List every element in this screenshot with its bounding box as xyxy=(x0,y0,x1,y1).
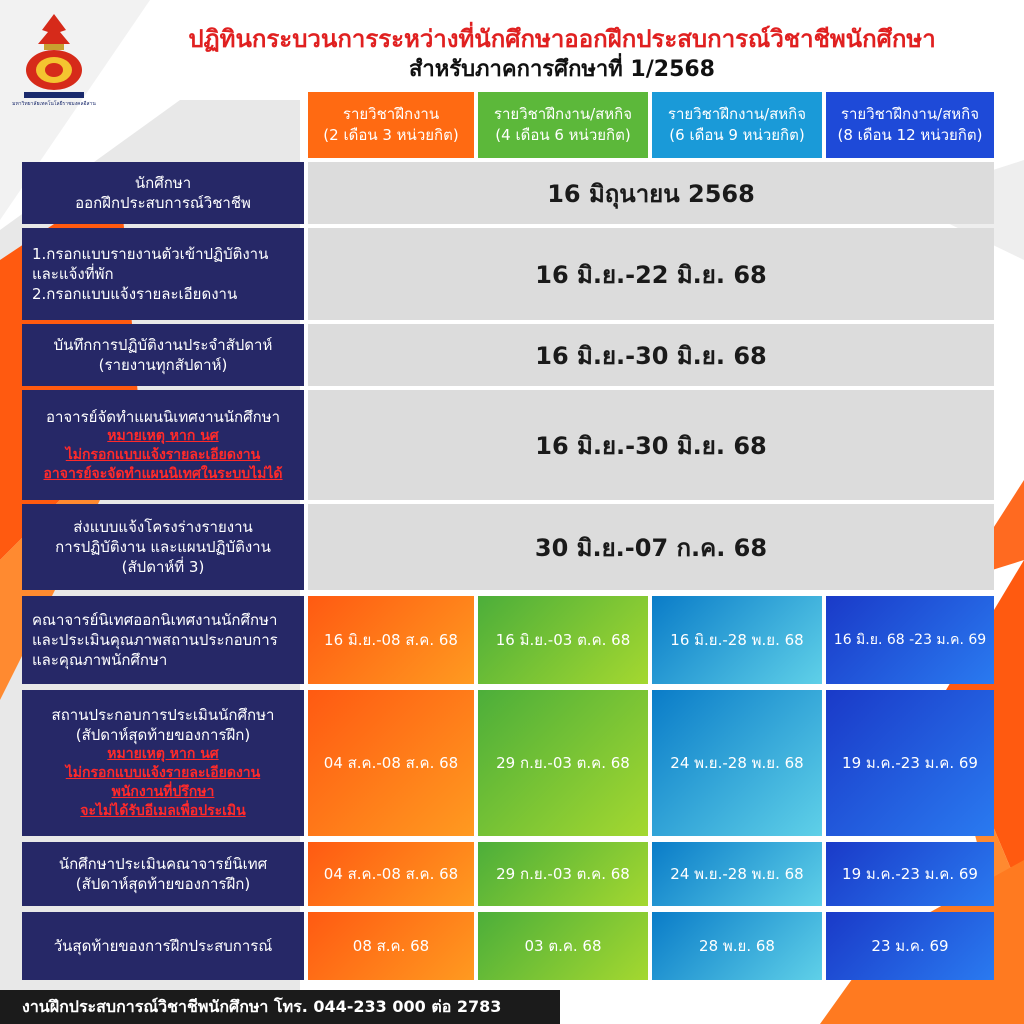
column-header-3: รายวิชาฝึกงาน/สหกิจ (6 เดือน 9 หน่วยกิต) xyxy=(652,92,822,158)
page-title: ปฏิทินกระบวนการระหว่างที่นักศึกษาออกฝึกประสบการณ์วิชาชีพนักศึกษา xyxy=(188,25,936,53)
university-logo xyxy=(14,10,94,110)
row-date-supervision-plan: 16 มิ.ย.-30 มิ.ย. 68 xyxy=(308,390,994,500)
row-date-report-in: 16 มิ.ย.-22 มิ.ย. 68 xyxy=(308,228,994,320)
row-date-weekly-log: 16 มิ.ย.-30 มิ.ย. 68 xyxy=(308,324,994,386)
student-evaluation-date-2: 29 ก.ย.-03 ต.ค. 68 xyxy=(478,842,648,906)
company-evaluation-date-2: 29 ก.ย.-03 ต.ค. 68 xyxy=(478,690,648,836)
logo-caption: มหาวิทยาลัยเทคโนโลยีราชมงคลอีสาน xyxy=(12,101,96,107)
row-label-start: นักศึกษา ออกฝึกประสบการณ์วิชาชีพ xyxy=(22,162,304,224)
company-evaluation-date-3: 24 พ.ย.-28 พ.ย. 68 xyxy=(652,690,822,836)
student-evaluation-date-4: 19 ม.ค.-23 ม.ค. 69 xyxy=(826,842,994,906)
last-day-date-4: 23 ม.ค. 69 xyxy=(826,912,994,980)
company-evaluation-date-4: 19 ม.ค.-23 ม.ค. 69 xyxy=(826,690,994,836)
last-day-date-3: 28 พ.ย. 68 xyxy=(652,912,822,980)
page-subtitle: สำหรับภาคการศึกษาที่ 1/2568 xyxy=(408,57,715,82)
column-header-2: รายวิชาฝึกงาน/สหกิจ (4 เดือน 6 หน่วยกิต) xyxy=(478,92,648,158)
row-label-company-evaluation: สถานประกอบการประเมินนักศึกษา (สัปดาห์สุดท้ายของการฝึก) หมายเหตุ หาก นศ ไม่กรอกแบบแจ้งรายละเอียดงาน พนักงานที่ปรึกษา จะไม่ได้รับอีเมลเพื่อประเมิน xyxy=(22,690,304,836)
column-header-4: รายวิชาฝึกงาน/สหกิจ (8 เดือน 12 หน่วยกิต) xyxy=(826,92,994,158)
row-label-weekly-log: บันทึกการปฏิบัติงานประจำสัปดาห์ (รายงานทุกสัปดาห์) xyxy=(22,324,304,386)
faculty-supervision-date-4: 16 มิ.ย. 68 -23 ม.ค. 69 xyxy=(826,596,994,684)
company-evaluation-date-1: 04 ส.ค.-08 ส.ค. 68 xyxy=(308,690,474,836)
row-label-supervision-plan: อาจารย์จัดทำแผนนิเทศงานนักศึกษา หมายเหตุ หาก นศ ไม่กรอกแบบแจ้งรายละเอียดงาน อาจารย์จะจัดทำแผนนิเทศในระบบไม่ได้ xyxy=(22,390,304,500)
row-label-report-in: 1.กรอกแบบรายงานตัวเข้าปฏิบัติงาน และแจ้งที่พัก 2.กรอกแบบแจ้งรายละเอียดงาน xyxy=(22,228,304,320)
emblem-icon xyxy=(14,10,94,110)
faculty-supervision-date-2: 16 มิ.ย.-03 ต.ค. 68 xyxy=(478,596,648,684)
last-day-date-2: 03 ต.ค. 68 xyxy=(478,912,648,980)
row-date-outline: 30 มิ.ย.-07 ก.ค. 68 xyxy=(308,504,994,590)
row-label-last-day: วันสุดท้ายของการฝึกประสบการณ์ xyxy=(22,912,304,980)
column-header-1: รายวิชาฝึกงาน (2 เดือน 3 หน่วยกิต) xyxy=(308,92,474,158)
student-evaluation-date-3: 24 พ.ย.-28 พ.ย. 68 xyxy=(652,842,822,906)
row-date-start: 16 มิถุนายน 2568 xyxy=(308,162,994,224)
row-label-student-evaluation: นักศึกษาประเมินคณาจารย์นิเทศ (สัปดาห์สุดท้ายของการฝึก) xyxy=(22,842,304,906)
contact-footer: งานฝึกประสบการณ์วิชาชีพนักศึกษา โทร. 044-233 000 ต่อ 2783 xyxy=(0,990,560,1024)
faculty-supervision-date-3: 16 มิ.ย.-28 พ.ย. 68 xyxy=(652,596,822,684)
row-label-outline: ส่งแบบแจ้งโครงร่างรายงาน การปฏิบัติงาน และแผนปฏิบัติงาน (สัปดาห์ที่ 3) xyxy=(22,504,304,590)
student-evaluation-date-1: 04 ส.ค.-08 ส.ค. 68 xyxy=(308,842,474,906)
last-day-date-1: 08 ส.ค. 68 xyxy=(308,912,474,980)
faculty-supervision-date-1: 16 มิ.ย.-08 ส.ค. 68 xyxy=(308,596,474,684)
row-label-faculty-supervision: คณาจารย์นิเทศออกนิเทศงานนักศึกษา และประเมินคุณภาพสถานประกอบการ และคุณภาพนักศึกษา xyxy=(22,596,304,684)
